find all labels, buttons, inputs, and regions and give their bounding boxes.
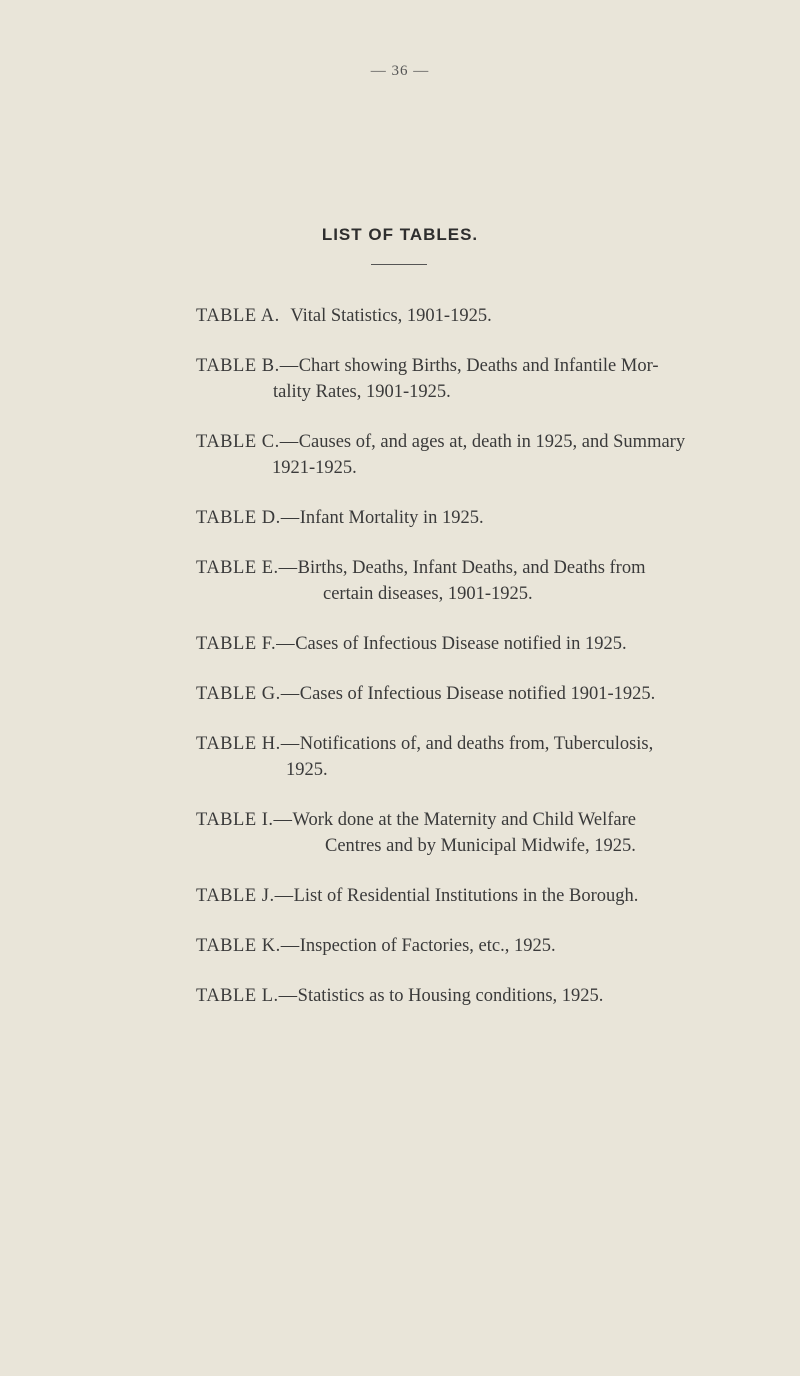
table-entry-label: TABLE E.— (196, 558, 298, 578)
table-entry-text: Inspection of Factories, etc., 1925. (299, 936, 556, 956)
table-entry-continuation: 1925. (286, 760, 328, 780)
table-entry-label: TABLE D.— (196, 508, 300, 528)
table-entry-label: TABLE H.— (196, 734, 300, 754)
table-entry-label: TABLE L.— (196, 986, 298, 1006)
table-list (196, 303, 716, 1033)
table-entry-k (196, 933, 716, 959)
table-entry-label: TABLE J.— (196, 886, 294, 906)
table-entry-label: TABLE C.— (196, 432, 299, 452)
title-divider (371, 264, 427, 265)
table-entry-g (196, 681, 716, 707)
table-entry-text: Notifications of, and deaths from, Tuberculosis, (299, 734, 654, 754)
table-entry-text: Causes of, and ages at, death in 1925, and Summary (298, 432, 686, 452)
table-entry-f (196, 631, 716, 657)
page-number: — 36 — (370, 63, 430, 79)
table-entry-text: Infant Mortality in 1925. (299, 508, 484, 528)
table-entry-text: Cases of Infectious Disease notified in 1925. (295, 634, 627, 654)
table-entry-label: TABLE F.— (196, 634, 296, 654)
table-entry-l (196, 983, 716, 1009)
table-entry-b (196, 353, 716, 405)
table-entry-label: TABLE A. (196, 306, 280, 326)
table-entry-continuation: tality Rates, 1901-1925. (273, 382, 451, 402)
table-entry-text: Births, Deaths, Infant Deaths, and Deaths from (297, 558, 646, 578)
table-entry-d (196, 505, 716, 531)
page-title: LIST OF TABLES. (321, 225, 479, 244)
table-entry-a (196, 303, 716, 329)
table-entry-label: TABLE G.— (196, 684, 300, 704)
table-entry-i (196, 807, 716, 859)
table-entry-c (196, 429, 716, 481)
table-entry-label: TABLE K.— (196, 936, 300, 956)
table-entry-text: Cases of Infectious Disease notified 1901-1925. (299, 684, 656, 704)
table-entry-continuation: Centres and by Municipal Midwife, 1925. (325, 836, 636, 856)
table-entry-j (196, 883, 716, 909)
table-entry-text: List of Residential Institutions in the Borough. (293, 886, 639, 906)
table-entry-text: Chart showing Births, Deaths and Infantile Mor- (298, 356, 659, 376)
table-entry-h (196, 731, 716, 783)
table-entry-text: Work done at the Maternity and Child Welfare (292, 810, 636, 830)
table-entry-e (196, 555, 716, 607)
table-entry-text: Statistics as to Housing conditions, 1925. (297, 986, 604, 1006)
table-entry-continuation: certain diseases, 1901-1925. (323, 584, 533, 604)
table-entry-label: TABLE I.— (196, 810, 293, 830)
table-entry-text: Vital Statistics, 1901-1925. (290, 306, 492, 326)
table-entry-label: TABLE B.— (196, 356, 299, 376)
table-entry-continuation: 1921-1925. (272, 458, 357, 478)
